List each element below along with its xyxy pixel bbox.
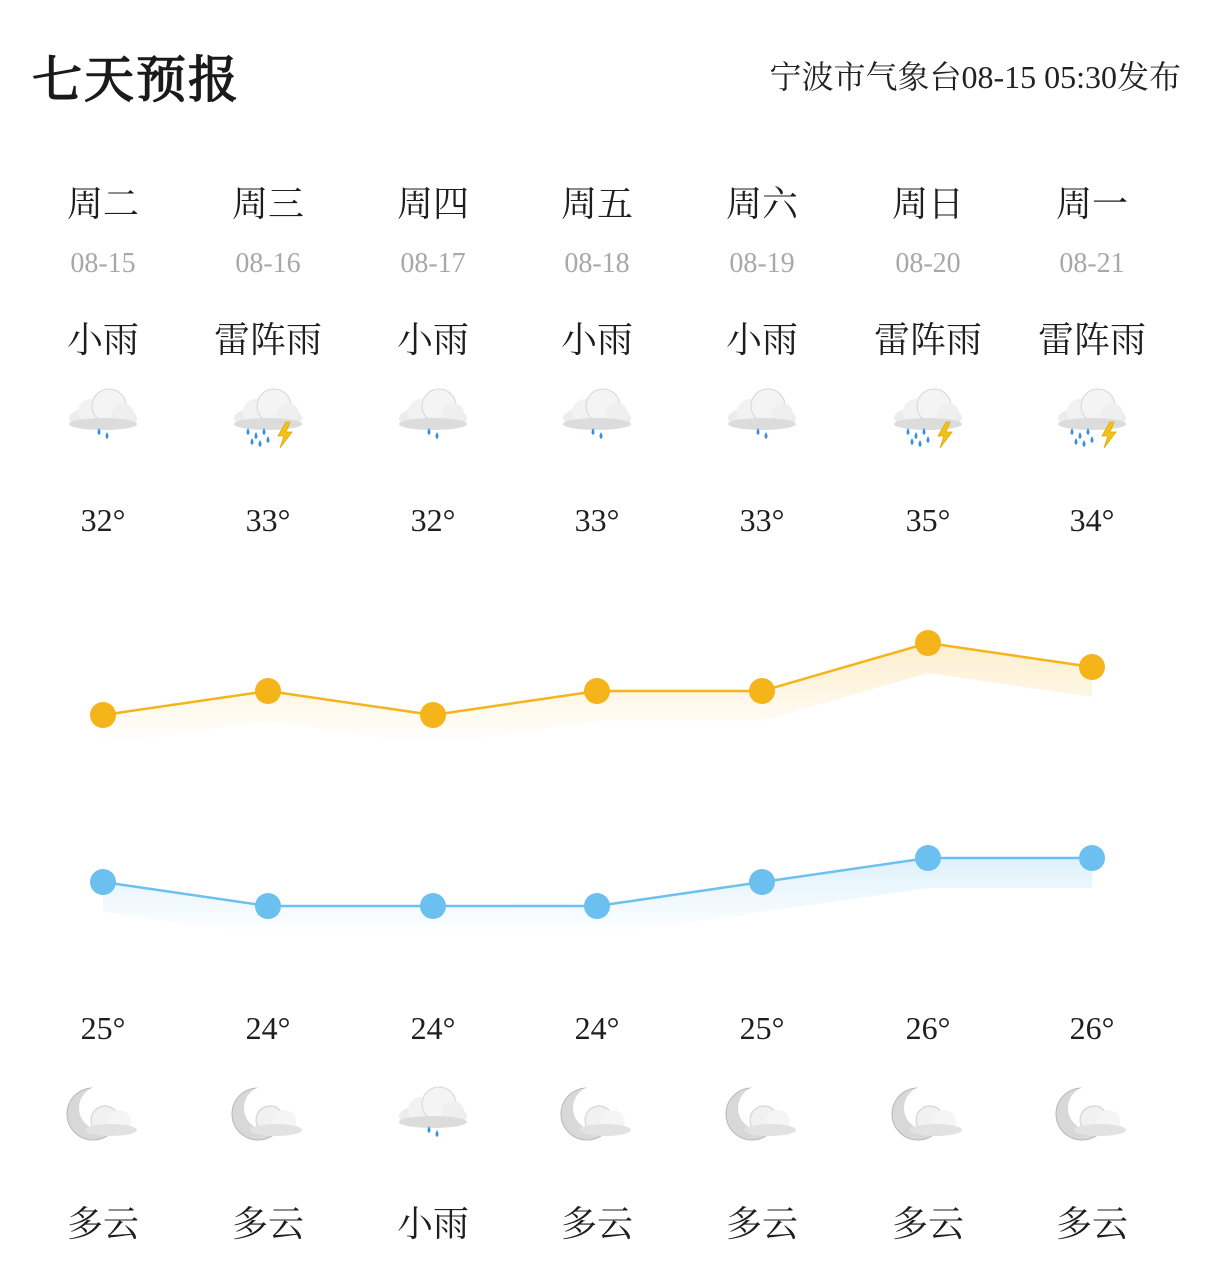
light-rain-icon — [61, 382, 145, 452]
day-condition: 小雨 — [725, 319, 798, 360]
high-temp: 34° — [1069, 502, 1115, 538]
night-condition: 多云 — [1055, 1203, 1128, 1244]
thunderstorm-icon — [226, 382, 310, 452]
low-temp: 26° — [905, 1010, 951, 1046]
date-label: 08-15 — [70, 248, 136, 279]
night-condition: 多云 — [725, 1203, 798, 1244]
weekday-label: 周五 — [560, 183, 633, 224]
light-rain-icon — [720, 382, 804, 452]
cloudy-night-icon — [226, 1080, 310, 1150]
low-temp: 24° — [410, 1010, 456, 1046]
cloudy-night-icon — [61, 1080, 145, 1150]
high-temp: 32° — [80, 502, 126, 538]
low-temp: 25° — [80, 1010, 126, 1046]
weekday-label: 周六 — [725, 183, 798, 224]
cloudy-night-icon — [720, 1080, 804, 1150]
night-condition: 多云 — [66, 1203, 139, 1244]
day-condition: 雷阵雨 — [873, 319, 982, 360]
day-condition: 小雨 — [560, 319, 633, 360]
high-temp-point — [749, 678, 775, 704]
high-temp-point — [1079, 654, 1105, 680]
high-temp-point — [420, 702, 446, 728]
high-temp: 32° — [410, 502, 456, 538]
weekday-label: 周四 — [396, 183, 469, 224]
temperature-chart — [0, 560, 1213, 960]
low-temp-point — [915, 845, 941, 871]
light-rain-icon — [391, 382, 475, 452]
high-temp-point — [584, 678, 610, 704]
low-temp-point — [255, 893, 281, 919]
light-rain-icon — [391, 1080, 475, 1150]
page-title: 七天预报 — [32, 52, 240, 108]
low-temp: 26° — [1069, 1010, 1115, 1046]
night-condition: 多云 — [231, 1203, 304, 1244]
night-condition: 小雨 — [396, 1203, 469, 1244]
high-temp: 33° — [739, 502, 785, 538]
date-label: 08-16 — [235, 248, 301, 279]
high-temp: 35° — [905, 502, 951, 538]
cloudy-night-icon — [1050, 1080, 1134, 1150]
low-temp-point — [420, 893, 446, 919]
low-temp-point — [584, 893, 610, 919]
day-condition: 小雨 — [396, 319, 469, 360]
low-temp-point — [1079, 845, 1105, 871]
date-label: 08-20 — [895, 248, 961, 279]
weekday-label: 周二 — [66, 183, 139, 224]
night-condition: 多云 — [560, 1203, 633, 1244]
low-temp-point — [749, 869, 775, 895]
day-condition: 雷阵雨 — [1037, 319, 1146, 360]
low-temp: 25° — [739, 1010, 785, 1046]
low-temp-point — [90, 869, 116, 895]
cloudy-night-icon — [886, 1080, 970, 1150]
date-label: 08-21 — [1059, 248, 1125, 279]
weekday-label: 周一 — [1055, 183, 1128, 224]
cloudy-night-icon — [555, 1080, 639, 1150]
date-label: 08-19 — [729, 248, 795, 279]
day-condition: 小雨 — [66, 319, 139, 360]
light-rain-icon — [555, 382, 639, 452]
weekday-label: 周三 — [231, 183, 304, 224]
high-temp-point — [255, 678, 281, 704]
high-temp: 33° — [574, 502, 620, 538]
date-label: 08-17 — [400, 248, 466, 279]
thunderstorm-icon — [1050, 382, 1134, 452]
high-temp-point — [90, 702, 116, 728]
thunderstorm-icon — [886, 382, 970, 452]
publish-info: 宁波市气象台08-15 05:30发布 — [769, 59, 1181, 95]
high-temp-point — [915, 630, 941, 656]
weekday-label: 周日 — [891, 183, 964, 224]
date-label: 08-18 — [564, 248, 630, 279]
low-temp: 24° — [574, 1010, 620, 1046]
day-condition: 雷阵雨 — [213, 319, 322, 360]
low-temp: 24° — [245, 1010, 291, 1046]
high-temp: 33° — [245, 502, 291, 538]
night-condition: 多云 — [891, 1203, 964, 1244]
